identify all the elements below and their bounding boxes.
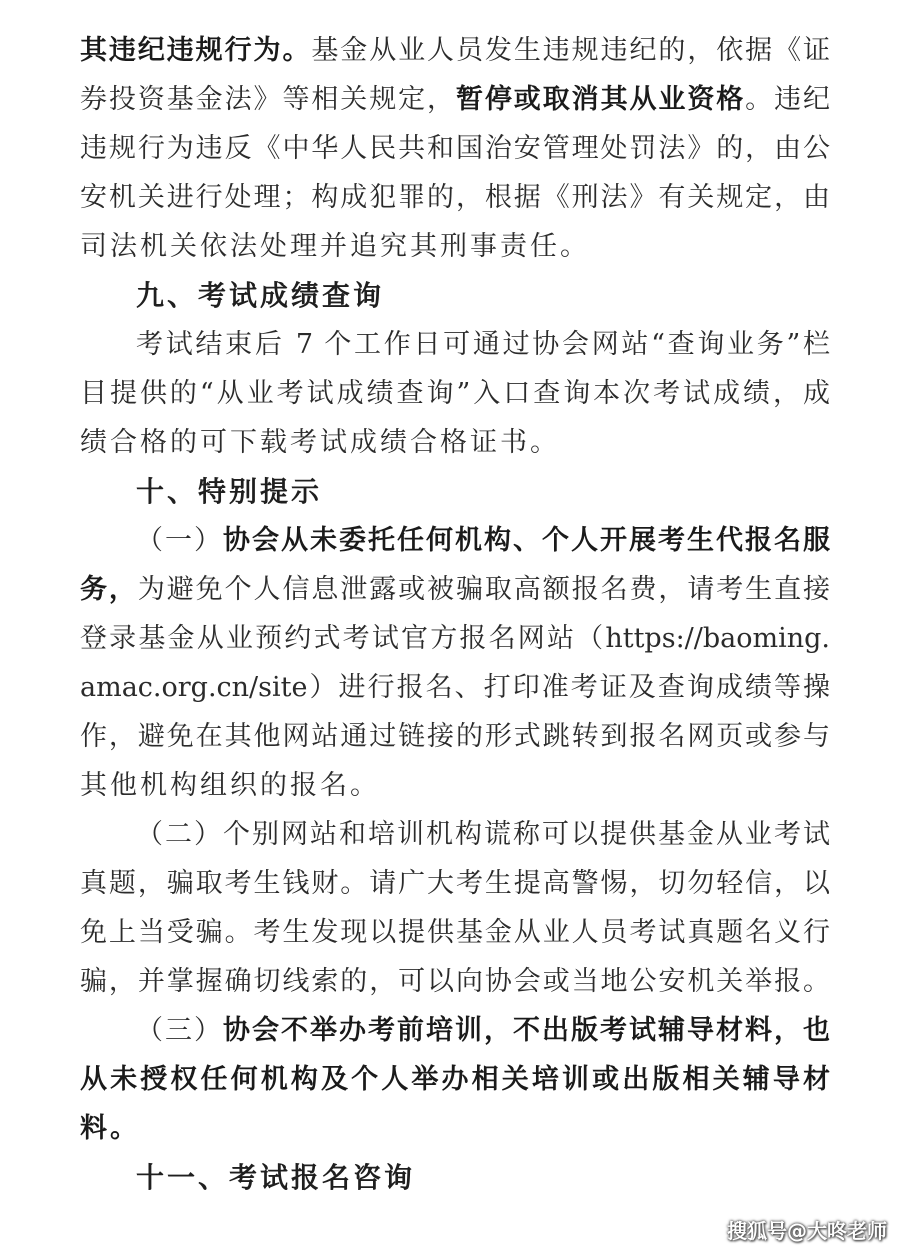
text-line: 从未授权任何机构及个人举办相关培训或出版相关辅导材 xyxy=(80,1064,830,1095)
text-line: amac.org.cn/site）进行报名、打印准考证及查询成绩等操 xyxy=(80,672,830,703)
bold-text: 协会不举办考前培训，不出版考试辅导材料，也 xyxy=(223,1015,830,1046)
text-line: 其他机构组织的报名。 xyxy=(80,770,380,801)
text-line: 违规行为违反《中华人民共和国治安管理处罚法》的，由公 xyxy=(80,133,830,164)
text-line: 骗，并掌握确切线索的，可以向协会或当地公安机关举报。 xyxy=(80,966,830,997)
text-line: 安机关进行处理；构成犯罪的，根据《刑法》有关规定，由 xyxy=(80,182,830,213)
text-span: 。违纪 xyxy=(745,84,831,115)
text-line: （二）个别网站和培训机构谎称可以提供基金从业考试 xyxy=(136,819,830,850)
section-heading-10: 十、特别提示 xyxy=(136,475,323,508)
text-line xyxy=(136,1014,830,1048)
section-heading-11: 十一、考试报名咨询 xyxy=(136,1161,416,1194)
watermark: 搜狐号@大咚老师 xyxy=(727,1219,887,1243)
text-line xyxy=(80,573,830,607)
text-line xyxy=(80,34,830,68)
text-line xyxy=(136,524,830,558)
text-span: （三） xyxy=(136,1015,223,1046)
text-line: 作，避免在其他网站通过链接的形式跳转到报名网页或参与 xyxy=(80,721,830,752)
text-line: 考试结束后 7 个工作日可通过协会网站“查询业务”栏 xyxy=(136,329,830,360)
text-line: 绩合格的可下载考试成绩合格证书。 xyxy=(80,427,560,458)
text-line: 料。 xyxy=(80,1113,140,1144)
text-line xyxy=(80,83,830,117)
text-span: 券投资基金法》等相关规定， xyxy=(80,84,456,115)
section-heading-9: 九、考试成绩查询 xyxy=(136,279,385,312)
text-line: 登录基金从业预约式考试官方报名网站（https://baoming. xyxy=(80,623,830,654)
text-line: 司法机关依法处理并追究其刑事责任。 xyxy=(80,231,590,262)
text-span: 基金从业人员发生违规违纪的，依据《证 xyxy=(311,35,831,66)
text-span: （一） xyxy=(136,525,223,556)
bold-text: 协会从未委托任何机构、个人开展考生代报名服 xyxy=(223,525,830,556)
bold-text: 务， xyxy=(80,574,138,605)
bold-text: 其违纪违规行为。 xyxy=(80,35,312,66)
text-line: 目提供的“从业考试成绩查询”入口查询本次考试成绩，成 xyxy=(80,378,830,409)
text-span: 为避免个人信息泄露或被骗取高额报名费，请考生直接 xyxy=(137,574,831,605)
text-line: 免上当受骗。考生发现以提供基金从业人员考试真题名义行 xyxy=(80,917,830,948)
text-line: 真题，骗取考生钱财。请广大考生提高警惕，切勿轻信，以 xyxy=(80,868,830,899)
bold-text: 暂停或取消其从业资格 xyxy=(455,84,746,115)
